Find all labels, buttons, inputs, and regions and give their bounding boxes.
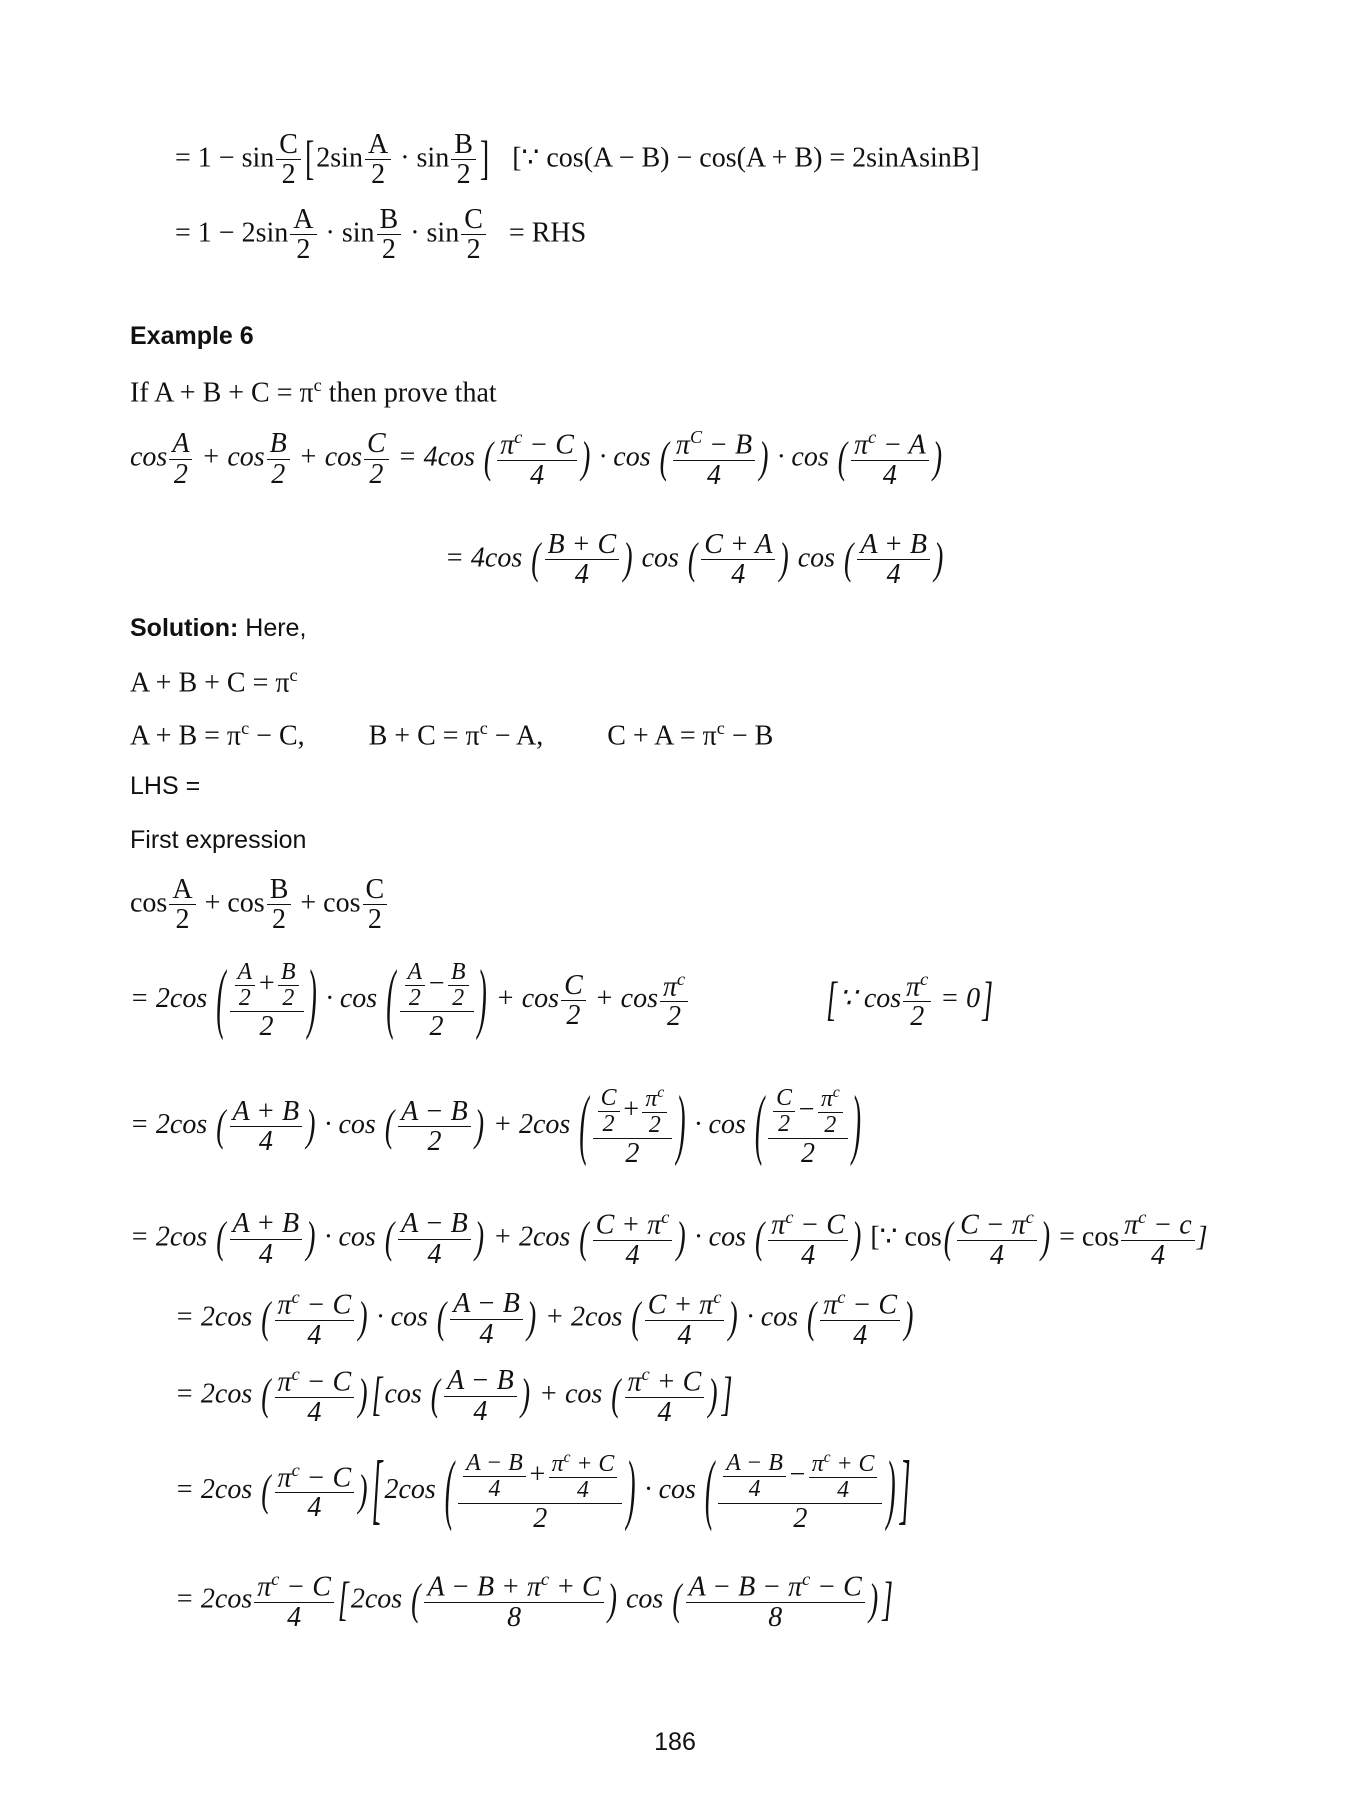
step-4: = 2cos ( $\frac{\pi^c - C}{4}$ ) · cos ( $\frac{A - B}{4}$ ) + 2cos ( $\frac{C + \pi^c}{4}$ ) · cos ( $\frac{\pi^c - C}{4}$ ) (175, 1287, 914, 1351)
problem-statement: If $A + B + C = \pi^c$ then prove that (130, 375, 497, 409)
step-2: = 2cos ( $\frac{A + B}{4}$ ) · cos ( $\frac{A - B}{2}$ ) + 2cos ( $\frac{C}{2}$ + $\frac{\pi^c}{2}$ 2 ) · cos ( $\frac{C}{2}$ − $\frac{\pi^c}{2}$ 2 ) (130, 1081, 862, 1169)
page-number: 186 (654, 1728, 696, 1756)
equation-line-2: = 1 − 2sin $\frac{A}{2}$ · sin $\frac{B}{2}$ · sin $\frac{C}{2}$ = RHS (175, 204, 587, 266)
step-1: = 2cos ( $\frac{A}{2}$ + $\frac{B}{2}$ 2 ) · cos ( $\frac{A}{2}$ − $\frac{B}{2}$ 2 ) + cos $\frac{C}{2}$ + cos $\frac{\pi^c}{2}$ [∵ cos $\frac{\pi^c}{2}$ = 0] (130, 955, 994, 1043)
fraction: $\frac{C}{2}$ (276, 130, 301, 190)
first-expression-label: First expression (130, 826, 307, 854)
identity-note: [∵ cos(A − B) − cos(A + B) = 2sinAsinB] (512, 142, 980, 174)
rhs-label: = RHS (508, 217, 587, 249)
example-heading: Example 6 (130, 322, 254, 350)
solution-heading: Solution: Here, (130, 614, 307, 642)
step-5: = 2cos ( $\frac{\pi^c - C}{4}$ ) [cos ( $\frac{A - B}{4}$ ) + cos ( $\frac{\pi^c + C}{4}$ ) ] (175, 1364, 733, 1428)
lhs-label: LHS = (130, 772, 201, 800)
step-7: = 2cos $\frac{\pi^c - C}{4}$ [2cos ( $\frac{A - B + \pi^c + C}{8}$ ) cos ( $\frac{A - B - \pi^c - C}{8}$ ) ] (175, 1569, 894, 1633)
pair-sums-line: $A + B = \pi^c - C$, $B + C = \pi^c - A$, $C + A = \pi^c - B$ (130, 718, 774, 752)
expr-text: = 1 − sin (175, 142, 275, 174)
identity-line-1: cos $\frac{A}{2}$ + cos $\frac{B}{2}$ + cos $\frac{C}{2}$ = 4cos ( $\frac{\pi^c - C}{4}$ ) · cos ( $\frac{\pi^C - B}{4}$ ) · cos ( $\frac{\pi^c - A}{4}$ ) (130, 427, 943, 491)
first-expression: cos $\frac{A}{2}$ + cos $\frac{B}{2}$ + cos $\frac{C}{2}$ (130, 875, 1350, 935)
equation-line-1: = 1 − sin $\frac{C}{2}$ [2sin $\frac{A}{2}$ · sin $\frac{B}{2}$ ] [∵ cos(A − B) − cos(A + B) = 2sinAsinB] (175, 129, 980, 191)
step-6: = 2cos ( $\frac{\pi^c - C}{4}$ ) [2cos ( $\frac{A - B}{4}$ + $\frac{\pi^c + C}{4}$ 2 ) · cos ( $\frac{A - B}{4}$ − $\frac{\pi^c + C}{4}$ 2 ) ] (175, 1446, 911, 1534)
step-3: = 2cos ( $\frac{A + B}{4}$ ) · cos ( $\frac{A - B}{4}$ ) + 2cos ( $\frac{C + \pi^c}{4}$ ) · cos ( $\frac{\pi^c - C}{4}$ ) [∵ cos( $\frac{C - \pi^c}{4}$ ) = cos $\frac{\pi^c - c}{4}$ ] (130, 1207, 1208, 1271)
sum-line: $A + B + C = \pi^c$ (130, 665, 298, 699)
identity-line-2: = 4cos ( $\frac{B + C}{4}$ ) cos ( $\frac{C + A}{4}$ ) cos ( $\frac{A + B}{4}$ ) (445, 529, 944, 591)
